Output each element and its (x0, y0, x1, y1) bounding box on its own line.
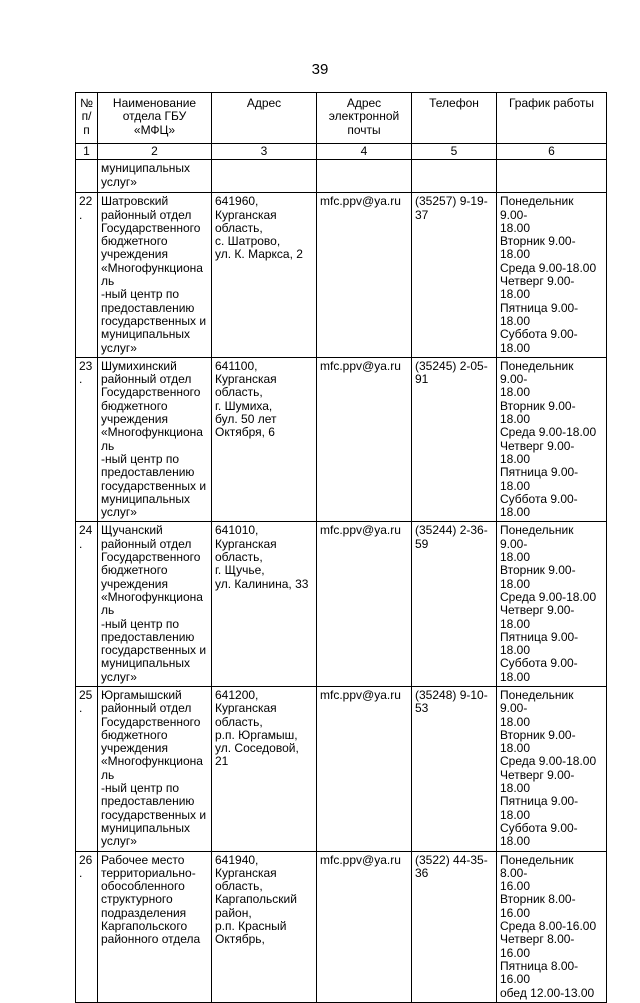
phone: (3522) 44-35- 36 (412, 851, 497, 1002)
header-schedule: График работы (497, 93, 607, 144)
phone (412, 160, 497, 193)
phone: (35257) 9-19- 37 (412, 193, 497, 358)
address: 641960, Курганская область, с. Шатрово, ул. К. Маркса, 2 (212, 193, 317, 358)
column-number: 1 (76, 144, 98, 160)
table-header-row (76, 93, 607, 144)
email (317, 160, 412, 193)
phone: (35244) 2-36- 59 (412, 522, 497, 687)
schedule: Понедельник 9.00- 18.00 Вторник 9.00-18.00 Среда 9.00-18.00 Четверг 9.00-18.00 Пятница 9.00-18.00 Суббота 9.00-18.00 (497, 522, 607, 687)
schedule: Понедельник 9.00- 18.00 Вторник 9.00-18.00 Среда 9.00-18.00 Четверг 9.00-18.00 Пятница 9.00-18.00 Суббота 9.00-18.00 (497, 686, 607, 851)
department-name: Юргамышский районный отдел Государственного бюджетного учреждения «Многофункциональ -ный центр по предоставлению государственных и муниципальных услуг» (98, 686, 212, 851)
schedule (497, 160, 607, 193)
row-number: 23. (76, 357, 98, 522)
table-row (76, 193, 607, 358)
email: mfc.ppv@ya.ru (317, 357, 412, 522)
page-number: 39 (311, 61, 329, 78)
row-number: 25. (76, 686, 98, 851)
header-department-name: Наименование отдела ГБУ «МФЦ» (98, 93, 212, 144)
address (212, 160, 317, 193)
continuation-row (76, 160, 607, 193)
address: 641100, Курганская область, г. Шумиха, бул. 50 лет Октября, 6 (212, 357, 317, 522)
header-email: Адрес электронной почты (317, 93, 412, 144)
row-number: 24. (76, 522, 98, 687)
mfc-departments-table (75, 92, 607, 1003)
email: mfc.ppv@ya.ru (317, 193, 412, 358)
schedule: Понедельник 9.00- 18.00 Вторник 9.00-18.00 Среда 9.00-18.00 Четверг 9.00-18.00 Пятница 9.00-18.00 Суббота 9.00-18.00 (497, 357, 607, 522)
table-row (76, 357, 607, 522)
column-number: 2 (98, 144, 212, 160)
header-phone: Телефон (412, 93, 497, 144)
schedule: Понедельник 8.00- 16.00 Вторник 8.00-16.00 Среда 8.00-16.00 Четверг 8.00-16.00 Пятница 8.00-16.00 обед 12.00-13.00 (497, 851, 607, 1002)
department-name: Рабочее место территориально- обособленного структурного подразделения Каргапольского районного отдела (98, 851, 212, 1002)
phone: (35248) 9-10- 53 (412, 686, 497, 851)
table-row (76, 522, 607, 687)
email: mfc.ppv@ya.ru (317, 851, 412, 1002)
address: 641940, Курганская область, Каргапольский район, р.п. Красный Октябрь, (212, 851, 317, 1002)
schedule: Понедельник 9.00- 18.00 Вторник 9.00-18.00 Среда 9.00-18.00 Четверг 9.00-18.00 Пятница 9.00-18.00 Суббота 9.00-18.00 (497, 193, 607, 358)
email: mfc.ppv@ya.ru (317, 686, 412, 851)
header-address: Адрес (212, 93, 317, 144)
department-name: муниципальных услуг» (98, 160, 212, 193)
column-number: 3 (212, 144, 317, 160)
row-number: 26. (76, 851, 98, 1002)
column-number-row (76, 144, 607, 160)
department-name: Шумихинский районный отдел Государственного бюджетного учреждения «Многофункциональ -ный центр по предоставлению государственных и муниципальных услуг» (98, 357, 212, 522)
email: mfc.ppv@ya.ru (317, 522, 412, 687)
address: 641010, Курганская область, г. Щучье, ул. Калинина, 33 (212, 522, 317, 687)
column-number: 6 (497, 144, 607, 160)
phone: (35245) 2-05- 91 (412, 357, 497, 522)
department-name: Щучанский районный отдел Государственного бюджетного учреждения «Многофункциональ -ный центр по предоставлению государственных и муниципальных услуг» (98, 522, 212, 687)
department-name: Шатровский районный отдел Государственного бюджетного учреждения «Многофункциональ -ный центр по предоставлению государственных и муниципальных услуг» (98, 193, 212, 358)
header-number: № п/п (76, 93, 98, 144)
table-row (76, 686, 607, 851)
row-number (76, 160, 98, 193)
table-row (76, 851, 607, 1002)
column-number: 4 (317, 144, 412, 160)
row-number: 22. (76, 193, 98, 358)
column-number: 5 (412, 144, 497, 160)
address: 641200, Курганская область, р.п. Юргамыш, ул. Соседовой, 21 (212, 686, 317, 851)
